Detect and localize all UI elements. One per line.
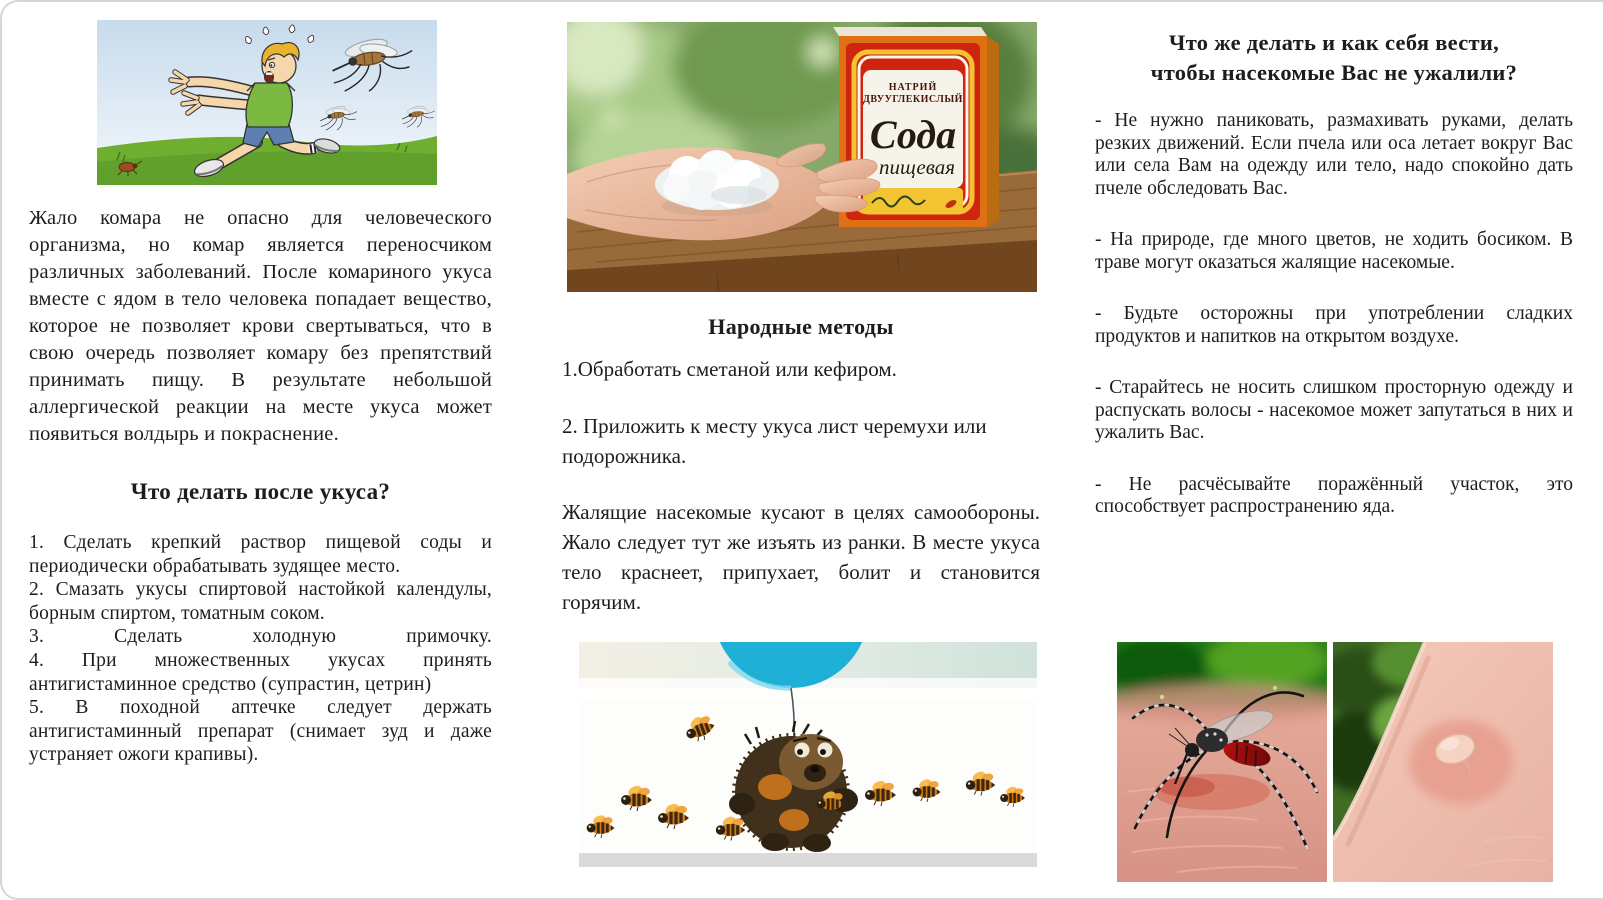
soda-box-name: Сода bbox=[869, 112, 957, 157]
left-heading: Что делать после укуса? bbox=[130, 479, 391, 504]
soda-box-label-line2: ДВУУГЛЕКИСЛЫЙ bbox=[863, 94, 963, 105]
after-bite-steps bbox=[29, 531, 492, 767]
intro-paragraph: Жало комара не опасно для человеческого организма, но комар является переносчиком различных заболеваний. После комариного укуса вместе с ядом в тело человека попадает вещество, которое не позволяет крови свертываться, что в свою очередь позволяет комару без препятствий принимать пищу. В результате небольшой аллергической реакции на месте укуса может появиться волдырь и покраснение. bbox=[29, 207, 492, 445]
middle-heading: Народные методы bbox=[708, 314, 894, 339]
right-heading-line2: чтобы насекомые Вас не ужалили? bbox=[1150, 60, 1518, 85]
image-bottom-strip bbox=[579, 853, 1037, 867]
stinging-insects-paragraph: Жалящие насекомые кусают в целях самообороны. Жало следует тут же изъять из ранки. В месте укуса тело краснеет, припухает, болит и становится горячим. bbox=[562, 500, 1040, 614]
step-item: 3. Сделать холодную примочку. bbox=[29, 626, 492, 648]
bite-bump-on-arm-photo bbox=[1333, 642, 1553, 882]
tip-item: - Не расчёсывайте поражённый участок, это способствует распространению яда. bbox=[1095, 473, 1573, 517]
green-background bbox=[1117, 642, 1327, 724]
baking-soda-photo bbox=[567, 22, 1037, 292]
tip-item: - Не нужно паниковать, размахивать руками, делать резких движений. Если пчела или оса летает вокруг Вас или села Вам на одежду или тело, надо спокойно дать пчеле обследовать Вас. bbox=[1095, 110, 1573, 199]
folk-method-item: 1.Обработать сметаной или кефиром. bbox=[562, 357, 897, 381]
step-item: 5. В походной аптечке следует держать антигистаминный препарат (снимает зуд и даже устраняет ожоги крапивы). bbox=[29, 697, 492, 766]
step-item: 2. Смазать укусы спиртовой настойкой календулы, борным спиртом, томатным соком. bbox=[29, 579, 492, 624]
tip-item: - На природе, где много цветов, не ходить босиком. В траве могут оказаться жалящие насекомые. bbox=[1095, 229, 1573, 273]
running-boy-mosquitoes-cartoon bbox=[97, 20, 437, 185]
left-column-text bbox=[29, 205, 492, 767]
middle-column-text bbox=[562, 312, 1040, 617]
right-column-text bbox=[1095, 28, 1573, 548]
right-heading-line1: Что же делать и как себя вести, bbox=[1168, 30, 1500, 55]
step-item: 1. Сделать крепкий раствор пищевой соды и периодически обрабатывать зудящее место. bbox=[29, 532, 492, 577]
soda-box-subname: пищевая bbox=[879, 155, 955, 179]
step-item: 4. При множественных укусах принять антигистаминное средство (супрастин, цетрин) bbox=[29, 649, 492, 695]
winnie-pooh-bees-cartoon bbox=[579, 642, 1037, 867]
tip-item: - Будьте осторожны при употреблении сладких продуктов и напитков на открытом воздухе. bbox=[1095, 303, 1573, 347]
soda-box-label-line1: НАТРИЙ bbox=[888, 82, 938, 93]
soda-box bbox=[833, 27, 999, 227]
folk-method-item: 2. Приложить к месту укуса лист черемухи или подорожника. bbox=[562, 414, 987, 468]
mosquito-on-skin-photo bbox=[1117, 642, 1327, 882]
right-heading bbox=[1095, 28, 1573, 88]
tip-item: - Старайтесь не носить слишком просторную одежду и распускать волосы - насекомое может запутаться в них и ужалить Вас. bbox=[1095, 377, 1573, 443]
